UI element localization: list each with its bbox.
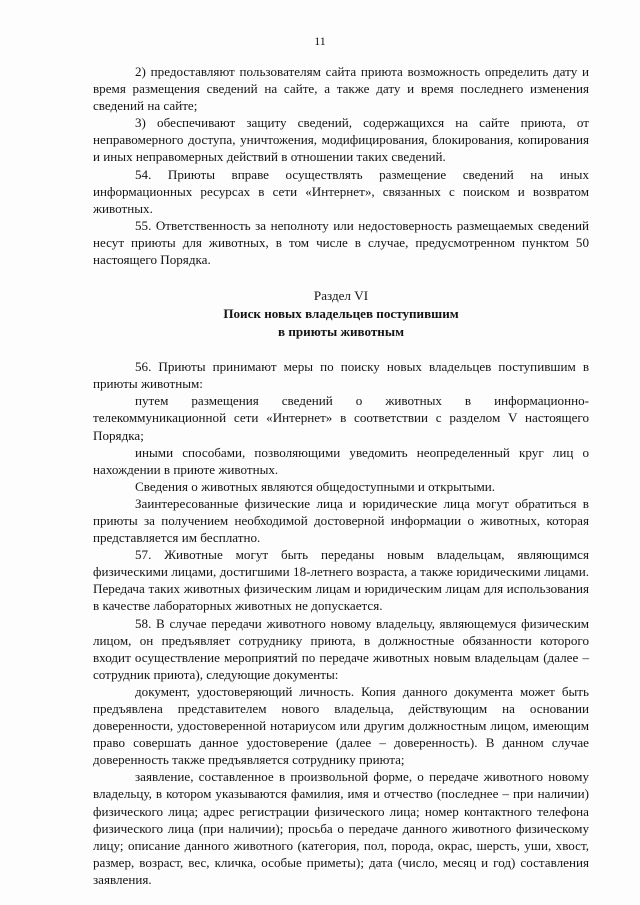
paragraph-item-2: 2) предоставляют пользователям сайта приюта возможность определить дату и время размещения сведений на сайте, а также дату и время последнего изменения сведений на сайте; <box>93 64 589 114</box>
page-number: 11 <box>314 34 326 48</box>
paragraph-56: 56. Приюты принимают меры по поиску новых владельцев поступившим в приюты животным: <box>93 359 589 392</box>
paragraph-58-identity-document: документ, удостоверяющий личность. Копия данного документа может быть предъявлена представителем нового владельца, действующим на основании доверенности, удостоверенной нотариусом или другим должностным лицом, имеющим право совершать данное удостоверение (далее – доверенность). В данном случае доверенность также предъявляется сотруднику приюта; <box>93 683 589 768</box>
section-heading <box>93 287 589 341</box>
paragraph-55: 55. Ответственность за неполноту или недостоверность размещаемых сведений несут приюты для животных, в том числе в случае, предусмотренном пунктом 50 настоящего Порядка. <box>93 217 589 268</box>
document-body <box>93 63 589 888</box>
section-title-line-1: Поиск новых владельцев поступившим <box>223 306 459 322</box>
paragraph-public-info: Сведения о животных являются общедоступными и открытыми. <box>135 478 496 494</box>
paragraph-57: 57. Животные могут быть переданы новым владельцам, являющимся физическими лицами, достигшими 18-летнего возраста, а также юридическими лицами. Передача таких животных физическим лицам и юридическим лицам для использования в качестве лабораторных животных не допускается. <box>93 547 589 614</box>
section-label: Раздел VI <box>313 288 369 304</box>
paragraph-58-application: заявление, составленное в произвольной форме, о передаче животного новому владельцу, в котором указываются фамилия, имя и отчество (последнее – при наличии) физического лица; адрес регистрации физического лица; номер контактного телефона физического лица (при наличии); просьба о передаче данного животного физическому лицу; описание данного животного (категория, пол, порода, окрас, шерсть, уши, хвост, размер, возраст, вес, кличка, особые приметы); дата (число, месяц и год) составления заявления. <box>93 769 589 887</box>
paragraph-54: 54. Приюты вправе осуществлять размещение сведений на иных информационных ресурсах в сети «Интернет», связанных с поиском и возвратом животных. <box>93 166 589 216</box>
paragraph-56-other-ways: иными способами, позволяющими уведомить неопределенный круг лиц о нахождении в приюте животных. <box>93 444 589 477</box>
paragraph-interested-parties: Заинтересованные физические лица и юридические лица могут обратиться в приюты за получением необходимой достоверной информации о животных, которая представляется им бесплатно. <box>93 495 589 546</box>
paragraph-56-internet: путем размещения сведений о животных в информационно-телекоммуникационной сети «Интернет» в соответствии с разделом V настоящего Порядка; <box>93 393 589 443</box>
paragraph-58: 58. В случае передачи животного новому владельцу, являющемуся физическим лицом, он предъявляет сотруднику приюта, в должностные обязанности которого входит осуществление мероприятий по передаче животных новым владельцам (далее – сотрудник приюта), следующие документы: <box>93 615 589 682</box>
paragraph-item-3: 3) обеспечивают защиту сведений, содержащихся на сайте приюта, от неправомерного доступа, уничтожения, модифицирования, блокирования, копирования и иных неправомерных действий в отношении таких сведений. <box>93 115 589 165</box>
section-title-line-2: в приюты животным <box>278 324 404 340</box>
